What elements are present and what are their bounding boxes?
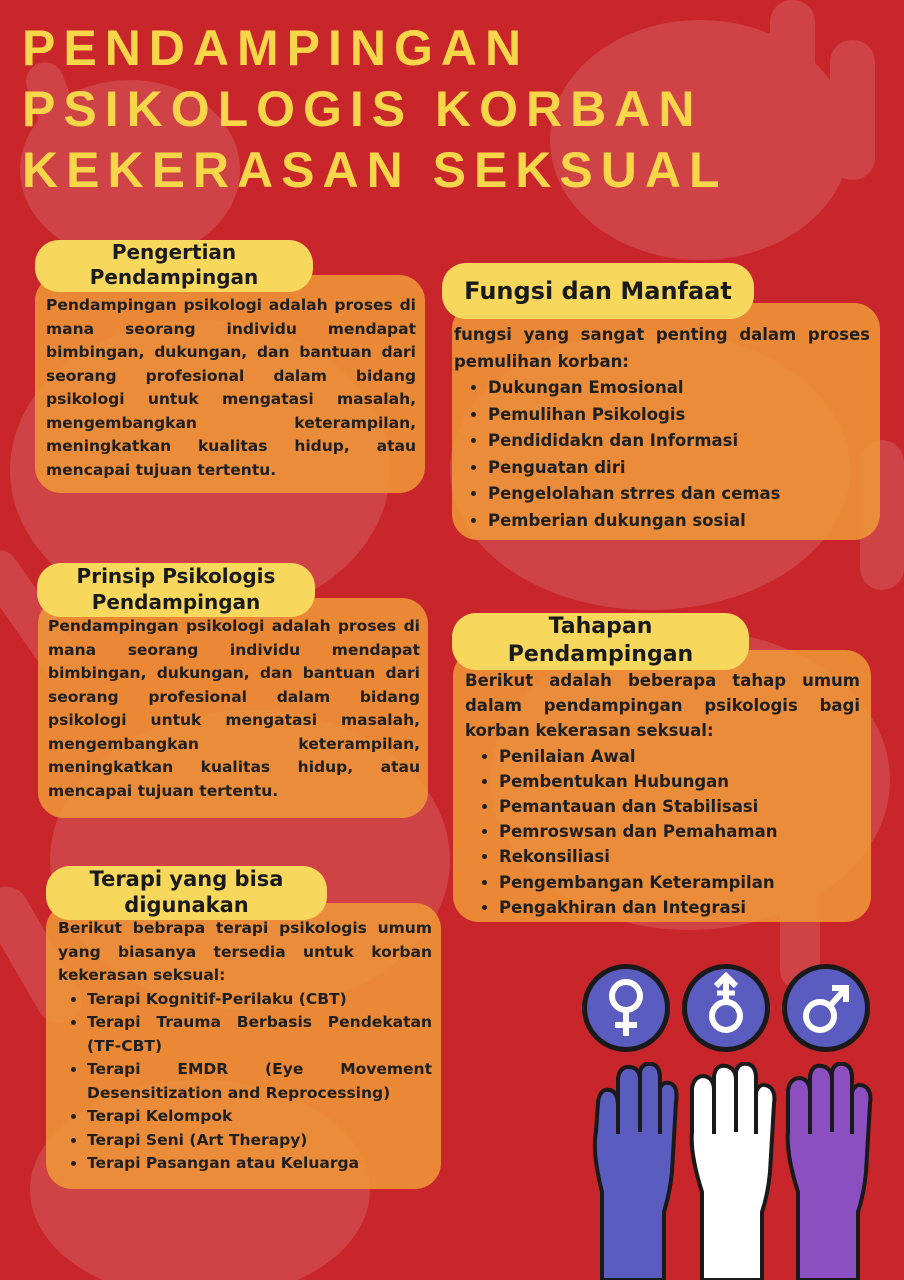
page-title xyxy=(22,18,728,201)
tahapan-intro: Berikut adalah beberapa tahap umum dalam pendampingan psikologis bagi korban kekerasan seksual: xyxy=(465,671,860,741)
list-item: • Pengakhiran dan Integrasi xyxy=(499,895,860,920)
terapi-body xyxy=(58,917,432,1176)
raised-hands xyxy=(580,1062,880,1280)
pengertian-heading-line-2: Pendampingan xyxy=(89,265,259,289)
list-item: • Pembentukan Hubungan xyxy=(499,769,860,794)
purple-hand-icon xyxy=(788,1064,871,1280)
list-item: • Terapi Pasangan atau Keluarga xyxy=(87,1152,432,1176)
prinsip-heading-line-1: Prinsip Psikologis xyxy=(76,564,276,588)
list-item: • Penguatan diri xyxy=(488,455,870,482)
prinsip-heading xyxy=(37,563,315,617)
tahapan-heading-line-1: Tahapan xyxy=(548,614,653,639)
terapi-heading xyxy=(46,866,327,920)
pengertian-body xyxy=(46,294,416,482)
list-item: • Terapi Trauma Berbasis Pendekatan (TF-CBT) xyxy=(87,1011,432,1058)
fungsi-intro: fungsi yang sangat penting dalam proses pemulihan korban: xyxy=(454,325,870,371)
female-symbol-icon xyxy=(582,964,670,1052)
white-hand-icon xyxy=(692,1064,775,1280)
terapi-list xyxy=(58,988,432,1176)
list-item: • Pendididakn dan Informasi xyxy=(488,428,870,455)
tahapan-heading-line-2: Pendampingan xyxy=(507,642,694,667)
list-item: • Penilaian Awal xyxy=(499,744,860,769)
list-item: • Terapi Kelompok xyxy=(87,1105,432,1129)
pengertian-heading xyxy=(35,240,313,292)
fungsi-heading-text: Fungsi dan Manfaat xyxy=(464,277,732,305)
tahapan-list xyxy=(465,744,860,920)
prinsip-heading-line-2: Pendampingan xyxy=(91,590,261,614)
fungsi-body xyxy=(454,322,870,534)
title-line-3: KEKERASAN SEKSUAL xyxy=(22,142,728,198)
list-item: • Terapi Seni (Art Therapy) xyxy=(87,1129,432,1153)
list-item: • Dukungan Emosional xyxy=(488,375,870,402)
list-item: • Pengelolahan strres dan cemas xyxy=(488,481,870,508)
title-line-1: PENDAMPINGAN xyxy=(22,20,530,76)
list-item: • Pengembangan Keterampilan xyxy=(499,870,860,895)
list-item: • Pemulihan Psikologis xyxy=(488,402,870,429)
title-line-2: PSIKOLOGIS KORBAN xyxy=(22,81,703,137)
gender-icons xyxy=(580,962,875,1058)
pengertian-heading-line-1: Pengertian xyxy=(111,240,237,264)
fungsi-heading xyxy=(442,263,754,319)
list-item: • Pemroswsan dan Pemahaman xyxy=(499,819,860,844)
terapi-heading-line-1: Terapi yang bisa xyxy=(89,867,284,891)
terapi-heading-line-2: digunakan xyxy=(124,893,249,917)
list-item: • Pemberian dukungan sosial xyxy=(488,508,870,535)
list-item: • Pemantauan dan Stabilisasi xyxy=(499,794,860,819)
terapi-intro: Berikut bebrapa terapi psikologis umum yang biasanya tersedia untuk korban kekerasan seksual: xyxy=(58,919,432,984)
tahapan-heading xyxy=(452,613,749,670)
prinsip-text: Pendampingan psikologi adalah proses di mana seorang individu mendapat bimbingan, dukungan, dan bantuan dari seorang profesional dalam bidang psikologi untuk mengatasi masalah, mengembangkan keterampilan, meningkatkan kualitas hidup, atau mencapai tujuan tertentu. xyxy=(48,617,420,800)
male-symbol-icon xyxy=(782,964,870,1052)
fungsi-list xyxy=(454,375,870,534)
transgender-symbol-icon xyxy=(682,964,770,1052)
blue-hand-icon xyxy=(595,1064,677,1280)
list-item: • Terapi Kognitif-Perilaku (CBT) xyxy=(87,988,432,1012)
pengertian-text: Pendampingan psikologi adalah proses di mana seorang individu mendapat bimbingan, dukungan, dan bantuan dari seorang profesional dalam bidang psikologi untuk mengatasi masalah, mengembangkan keterampilan, meningkatkan kualitas hidup, atau mencapai tujuan tertentu. xyxy=(46,296,416,479)
prinsip-body xyxy=(48,615,420,803)
tahapan-body xyxy=(465,668,860,920)
list-item: • Terapi EMDR (Eye Movement Desensitization and Reprocessing) xyxy=(87,1058,432,1105)
list-item: • Rekonsiliasi xyxy=(499,844,860,869)
